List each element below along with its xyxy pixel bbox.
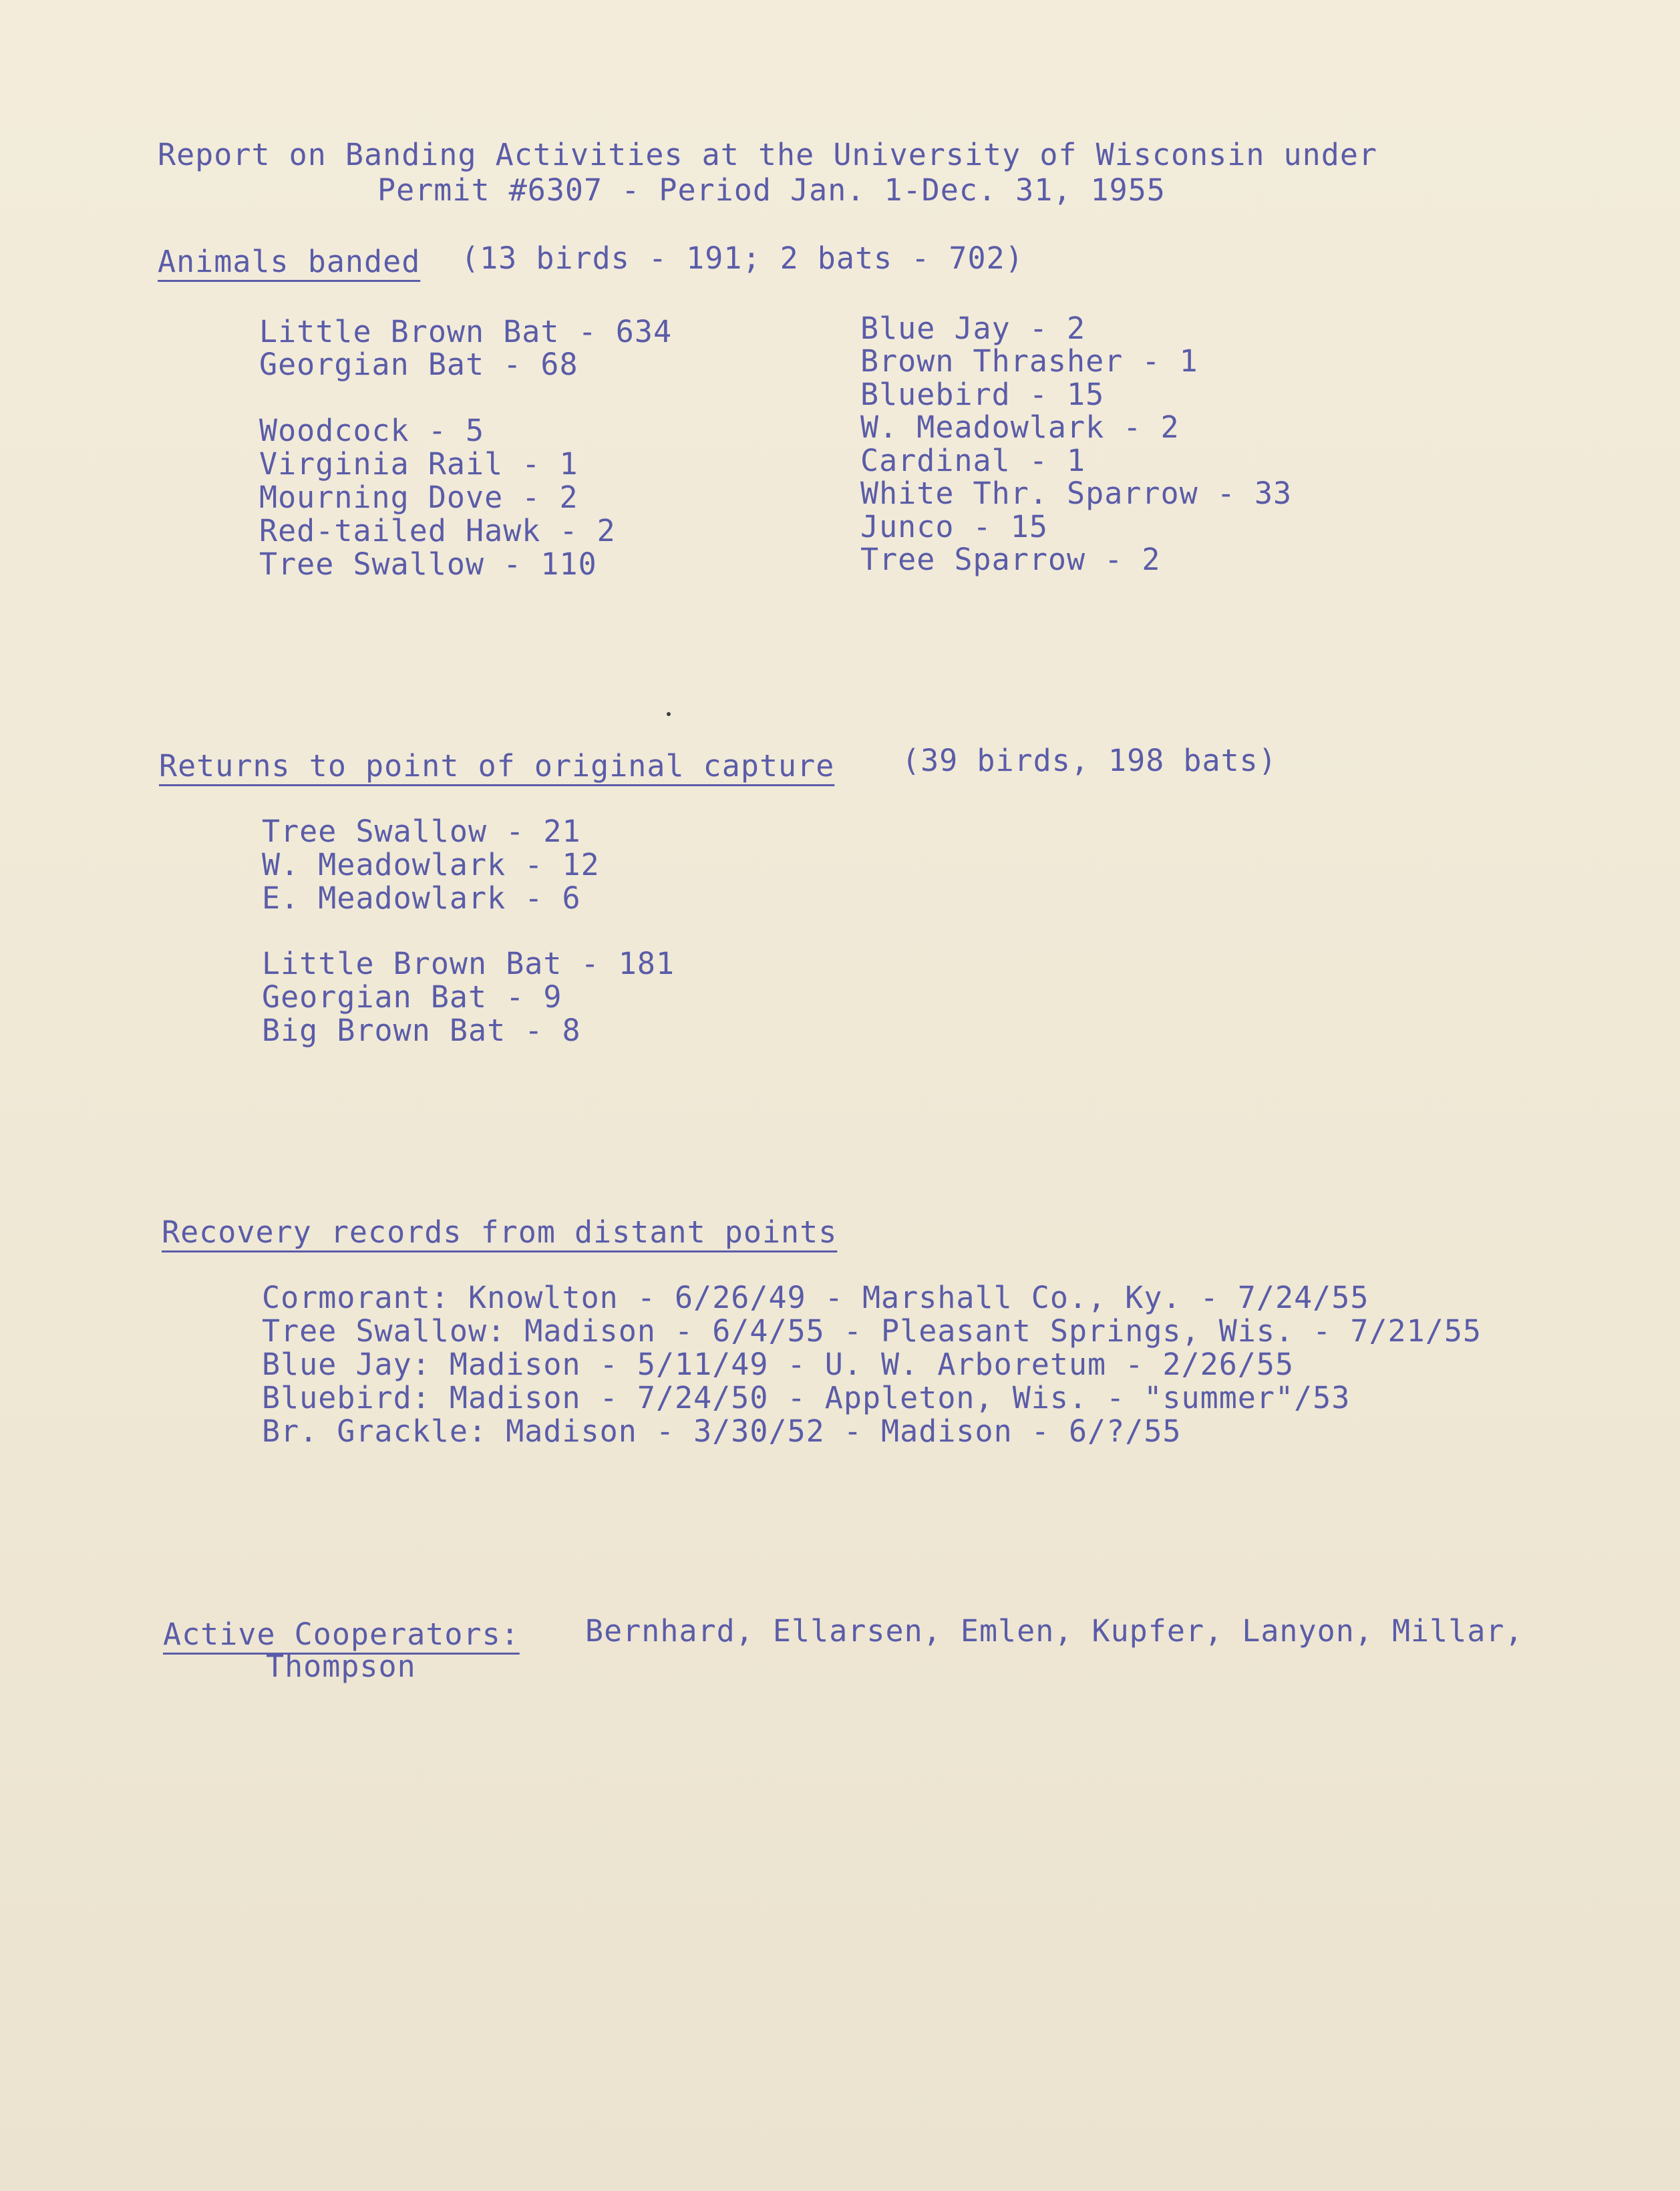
returns-item: Tree Swallow - 21 [262,814,581,849]
recovery-item: Blue Jay: Madison - 5/11/49 - U. W. Arboretum - 2/26/55 [262,1347,1295,1382]
recovery-item: Bluebird: Madison - 7/24/50 - Appleton, Wis. - "summer"/53 [262,1380,1351,1415]
banded-left-item: Red-tailed Hawk - 2 [259,513,616,548]
returns-heading: Returns to point of original capture [159,748,835,784]
returns-item: Georgian Bat - 9 [262,979,562,1015]
cooperators-heading: Active Cooperators: [163,1617,520,1652]
report-title-line1: Report on Banding Activities at the University of Wisconsin under [158,137,1377,172]
animals-banded-heading: Animals banded [158,244,421,279]
returns-summary: (39 birds, 198 bats) [902,743,1277,778]
banded-left-item: Mourning Dove - 2 [259,480,578,515]
banded-left-item: Woodcock - 5 [259,413,485,448]
banded-right-item: Bluebird - 15 [860,377,1105,412]
banded-right-item: White Thr. Sparrow - 33 [860,476,1293,511]
cooperators-names-line1: Bernhard, Ellarsen, Emlen, Kupfer, Lanyon, Millar, [585,1613,1524,1649]
recovery-heading: Recovery records from distant points [162,1214,838,1250]
cooperators-names-line2: Thompson [266,1649,416,1684]
returns-item: Little Brown Bat - 181 [262,946,675,981]
banded-right-item: Tree Sparrow - 2 [860,542,1161,577]
banded-right-item: Blue Jay - 2 [860,311,1086,346]
banded-right-item: Cardinal - 1 [860,443,1086,478]
banded-right-item: W. Meadowlark - 2 [860,409,1180,445]
animals-banded-summary: (13 birds - 191; 2 bats - 702) [461,240,1024,276]
banded-left-item: Georgian Bat - 68 [259,347,578,382]
returns-item: E. Meadowlark - 6 [262,880,581,916]
banded-right-item: Brown Thrasher - 1 [860,343,1198,379]
banded-left-item: Virginia Rail - 1 [259,446,578,482]
recovery-item: Tree Swallow: Madison - 6/4/55 - Pleasant Springs, Wis. - 7/21/55 [262,1313,1482,1349]
banded-right-item: Junco - 15 [860,509,1048,544]
ink-speck [667,712,671,716]
recovery-item: Br. Grackle: Madison - 3/30/52 - Madison - 6/?/55 [262,1413,1182,1449]
report-title-line2: Permit #6307 - Period Jan. 1-Dec. 31, 1955 [377,172,1166,208]
returns-item: W. Meadowlark - 12 [262,847,600,882]
banded-left-item: Tree Swallow - 110 [259,546,597,582]
banded-left-item: Little Brown Bat - 634 [259,314,673,349]
recovery-item: Cormorant: Knowlton - 6/26/49 - Marshall Co., Ky. - 7/24/55 [262,1280,1369,1315]
returns-item: Big Brown Bat - 8 [262,1013,581,1048]
